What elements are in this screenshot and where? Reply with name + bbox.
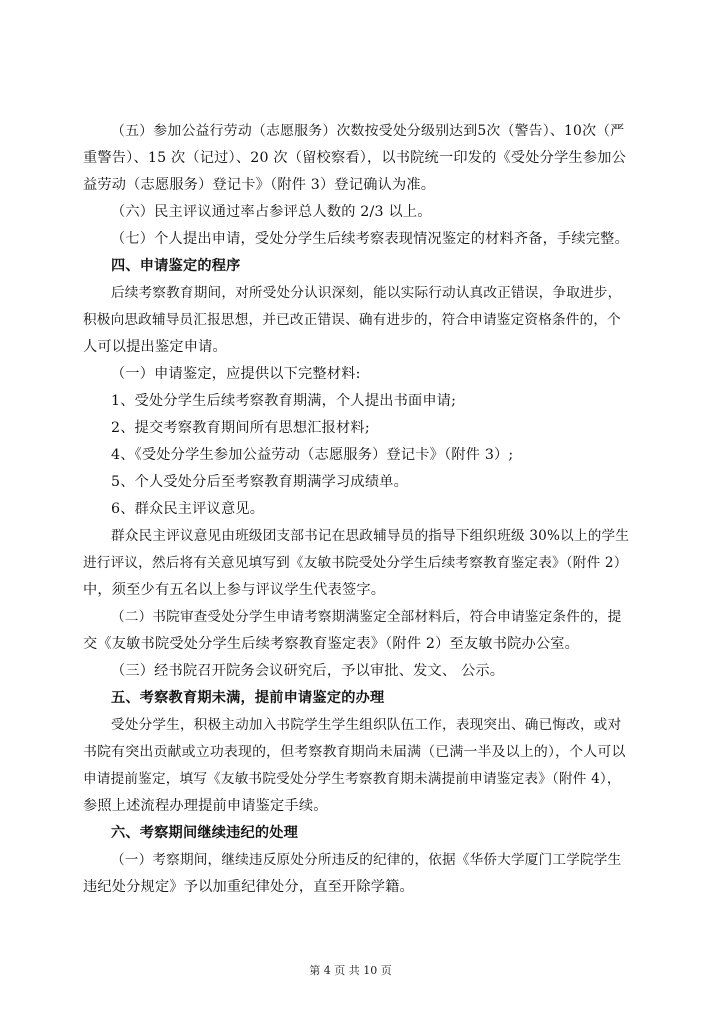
- paragraph-line: 后续考察教育期间，对所受处分认识深刻，能以实际行动认真改正错误，争取进步，: [111, 285, 622, 301]
- paragraph-line: 人可以提出鉴定申请。: [83, 339, 227, 355]
- paragraph-line: 受处分学生，积极主动加入书院学生学生组织队伍工作，表现突出、确已悔改，或对: [111, 717, 622, 733]
- paragraph-line: 违纪处分规定》予以加重纪律处分，直至开除学籍。: [83, 879, 414, 895]
- document-body: [83, 118, 631, 901]
- paragraph-line: （二）书院审查受处分学生申请考察期满鉴定全部材料后，符合申请鉴定条件的，提: [111, 609, 622, 625]
- paragraph-line: 益劳动（志愿服务）登记卡》（附件 3）登记确认为准。: [83, 177, 436, 193]
- section-heading: 四、申请鉴定的程序: [111, 258, 241, 274]
- paragraph-line: 参照上述流程办理提前申请鉴定手续。: [83, 798, 328, 814]
- paragraph-line: （五）参加公益行劳动（志愿服务）次数按受处分级别达到5次（警告）、10次（严: [111, 123, 625, 139]
- section-heading: 五、考察教育期未满，提前申请鉴定的办理: [111, 690, 385, 706]
- paragraph-line: 交《友敏书院受处分学生后续考察教育鉴定表》（附件 2）至友敏书院办公室。: [83, 636, 580, 652]
- section-heading: 六、考察期间继续违纪的处理: [111, 825, 299, 841]
- paragraph-line: 进行评议，然后将有关意见填写到《友敏书院受处分学生后续考察教育鉴定表》（附件 2）: [83, 555, 628, 571]
- paragraph-line: 群众民主评议意见由班级团支部书记在思政辅导员的指导下组织班级 30%以上的学生: [111, 528, 630, 544]
- paragraph-line: （一）考察期间，继续违反原处分所违反的纪律的，依据《华侨大学厦门工学院学生: [111, 852, 622, 868]
- list-item: 4、《受处分学生参加公益劳动（志愿服务）登记卡》（附件 3）;: [111, 447, 514, 463]
- paragraph-line: 书院有突出贡献或立功表现的，但考察教育期尚未届满（已满一半及以上的），个人可以: [83, 744, 626, 760]
- list-item: 6、群众民主评议意见。: [111, 501, 265, 517]
- paragraph-line: 积极向思政辅导员汇报思想，并已改正错误、确有进步的，符合申请鉴定资格条件的，个: [83, 312, 621, 328]
- paragraph-line: （一）申请鉴定，应提供以下完整材料:: [111, 366, 361, 382]
- list-item: 1、受处分学生后续考察教育期满，个人提出书面申请;: [111, 393, 457, 409]
- paragraph-line: （三）经书院召开院务会议研究后，予以审批、发文、 公示。: [111, 663, 505, 679]
- list-item: 2、提交考察教育期间所有思想汇报材料;: [111, 420, 370, 436]
- page-number-footer: 第 4 页 共 10 页: [309, 964, 392, 977]
- paragraph-line: 申请提前鉴定，填写《友敏书院受处分学生考察教育期未满提前申请鉴定表》（附件 4），: [83, 771, 621, 787]
- list-item: 5、个人受处分后至考察教育期满学习成绩单。: [111, 474, 408, 490]
- paragraph-line: 中，须至少有五名以上参与评议学生代表签字。: [83, 582, 386, 598]
- paragraph-line: （六）民主评议通过率占参评总人数的 2/3 以上。: [111, 204, 432, 220]
- paragraph-line: （七）个人提出申请，受处分学生后续考察表现情况鉴定的材料齐备，手续完整。: [111, 231, 629, 247]
- paragraph-line: 重警告）、15 次（记过）、20 次（留校察看），以书院统一印发的《受处分学生参加公: [83, 150, 626, 166]
